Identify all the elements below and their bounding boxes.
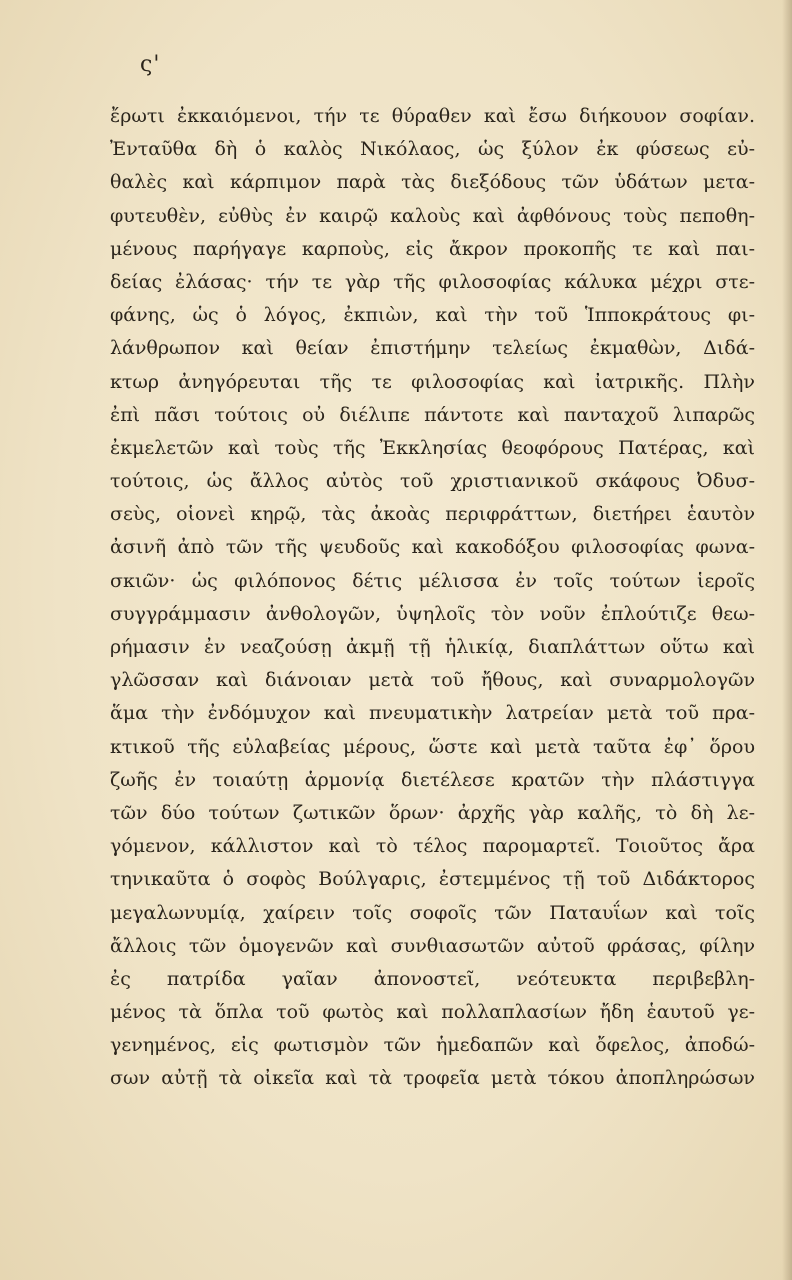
body-text (110, 100, 755, 1096)
text-line: μεγαλωνυμίᾳ, χαίρειν τοῖς σοφοῖς τῶν Παταυΐων καὶ τοῖς (110, 901, 755, 924)
text-line: ἐπὶ πᾶσι τούτοις οὐ διέλιπε πάντοτε καὶ πανταχοῦ λιπαρῶς (110, 403, 755, 426)
text-line: ἐκμελετῶν καὶ τοὺς τῆς Ἐκκλησίας θεοφόρους Πατέρας, καὶ (110, 436, 755, 459)
page-number: ς' (140, 52, 161, 77)
text-line: τούτοις, ὡς ἄλλος αὐτὸς τοῦ χριστιανικοῦ σκάφους Ὀδυσ- (110, 470, 755, 493)
text-line: σεὺς, οἱονεὶ κηρῷ, τὰς ἀκοὰς περιφράττων, διετήρει ἑαυτὸν (110, 503, 755, 526)
text-line: γενημένος, εἰς φωτισμὸν τῶν ἡμεδαπῶν καὶ ὄφελος, ἀποδώ- (110, 1034, 755, 1057)
text-line: Ἐνταῦθα δὴ ὁ καλὸς Νικόλαος, ὡς ξύλον ἐκ φύσεως εὐ- (110, 138, 755, 161)
text-line: κτικοῦ τῆς εὐλαβείας μέρους, ὥστε καὶ μετὰ ταῦτα ἐφ᾽ ὅρου (110, 735, 755, 758)
text-line: σκιῶν· ὡς φιλόπονος δέτις μέλισσα ἐν τοῖς τούτων ἱεροῖς (110, 569, 755, 592)
text-line: θαλὲς καὶ κάρπιμον παρὰ τὰς διεξόδους τῶν ὑδάτων μετα- (110, 171, 755, 194)
text-line: φυτευθὲν, εὐθὺς ἐν καιρῷ καλοὺς καὶ ἀφθόνους τοὺς πεποθη- (110, 204, 755, 227)
text-line: ἀσινῆ ἀπὸ τῶν τῆς ψευδοῦς καὶ κακοδόξου φιλοσοφίας φωνα- (110, 536, 755, 559)
text-line: λάνθρωπον καὶ θείαν ἐπιστήμην τελείως ἐκμαθὼν, Διδά- (110, 337, 755, 360)
text-line: τηνικαῦτα ὁ σοφὸς Βούλγαρις, ἐστεμμένος τῇ τοῦ Διδάκτορος (110, 868, 755, 891)
text-line: ζωῆς ἐν τοιαύτῃ ἁρμονίᾳ διετέλεσε κρατῶν τὴν πλάστιγγα (110, 768, 755, 791)
text-line: ἐς πατρίδα γαῖαν ἀπονοστεῖ, νεότευκτα περιβεβλη- (110, 967, 755, 990)
text-line: φάνης, ὡς ὁ λόγος, ἐκπιὼν, καὶ τὴν τοῦ Ἱπποκράτους φι- (110, 304, 755, 327)
text-line: μένους παρήγαγε καρποὺς, εἰς ἄκρον προκοπῆς τε καὶ παι- (110, 237, 755, 260)
text-line: τῶν δύο τούτων ζωτικῶν ὅρων· ἀρχῆς γὰρ καλῆς, τὸ δὴ λε- (110, 801, 755, 824)
text-line: σων αὐτῇ τὰ οἰκεῖα καὶ τὰ τροφεῖα μετὰ τόκου ἀποπληρώσων (110, 1067, 755, 1090)
text-line: ἄλλοις τῶν ὁμογενῶν καὶ συνθιασωτῶν αὐτοῦ φράσας, φίλην (110, 934, 755, 957)
text-line: γλῶσσαν καὶ διάνοιαν μετὰ τοῦ ἤθους, καὶ συναρμολογῶν (110, 669, 755, 692)
text-line: δείας ἐλάσας· τήν τε γὰρ τῆς φιλοσοφίας κάλυκα μέχρι στε- (110, 270, 755, 293)
page-edge-shadow (782, 0, 792, 1280)
text-line: ἅμα τὴν ἐνδόμυχον καὶ πνευματικὴν λατρείαν μετὰ τοῦ πρα- (110, 702, 755, 725)
text-line: κτωρ ἀνηγόρευται τῆς τε φιλοσοφίας καὶ ἰατρικῆς. Πλὴν (110, 370, 755, 393)
text-line: μένος τὰ ὅπλα τοῦ φωτὸς καὶ πολλαπλασίων ἤδη ἑαυτοῦ γε- (110, 1001, 755, 1024)
text-line: συγγράμμασιν ἀνθολογῶν, ὑψηλοῖς τὸν νοῦν ἐπλούτιζε θεω- (110, 602, 755, 625)
text-line: ρήμασιν ἐν νεαζούσῃ ἀκμῇ τῇ ἡλικίᾳ, διαπλάττων οὕτω καὶ (110, 636, 755, 658)
text-line: γόμενον, κάλλιστον καὶ τὸ τέλος παρομαρτεῖ. Τοιοῦτος ἄρα (110, 835, 755, 858)
text-line: ἔρωτι ἐκκαιόμενοι, τήν τε θύραθεν καὶ ἔσω διήκουον σοφίαν. (110, 105, 755, 127)
